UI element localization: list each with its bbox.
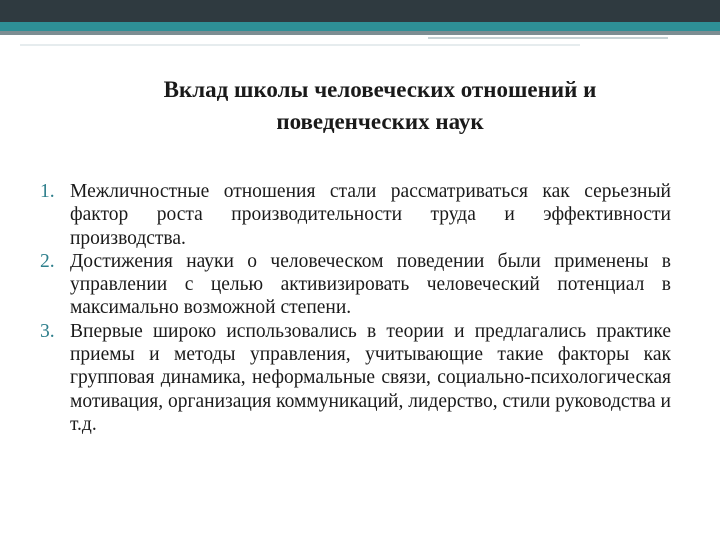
list-item [40, 320, 671, 436]
list-item-number: 2. [40, 250, 55, 272]
list-item-number: 3. [40, 320, 55, 342]
list-item-number: 1. [40, 181, 55, 202]
content-list [40, 180, 671, 436]
slide-title-line-2: поведенческих наук [276, 109, 484, 134]
header-band-teal [0, 22, 720, 31]
header-divider-line [20, 44, 580, 46]
list-item [40, 180, 671, 250]
list-item [40, 250, 671, 320]
list-item-text: Впервые широко использовались в теории и предлагались практике приемы и методы управления, учитывающие такие факторы как групповая динамика, неформальные связи, социально-психологическая мотивация, организация коммуникаций, лидерство, стили руководства и т.д. [70, 320, 671, 435]
header-accent-line [428, 37, 668, 39]
header-band-grey [0, 31, 720, 35]
slide-title [90, 74, 670, 138]
header-band-dark [0, 0, 720, 22]
list-item-text: Межличностные отношения стали рассматриваться как серьезный фактор роста производительности труда и эффективности производства. [70, 181, 671, 249]
list-item-text: Достижения науки о человеческом поведении были применены в управлении с целью активизировать человеческий потенциал в максимально возможной степени. [70, 250, 671, 319]
slide-title-line-1: Вклад школы человеческих отношений и [163, 77, 597, 102]
